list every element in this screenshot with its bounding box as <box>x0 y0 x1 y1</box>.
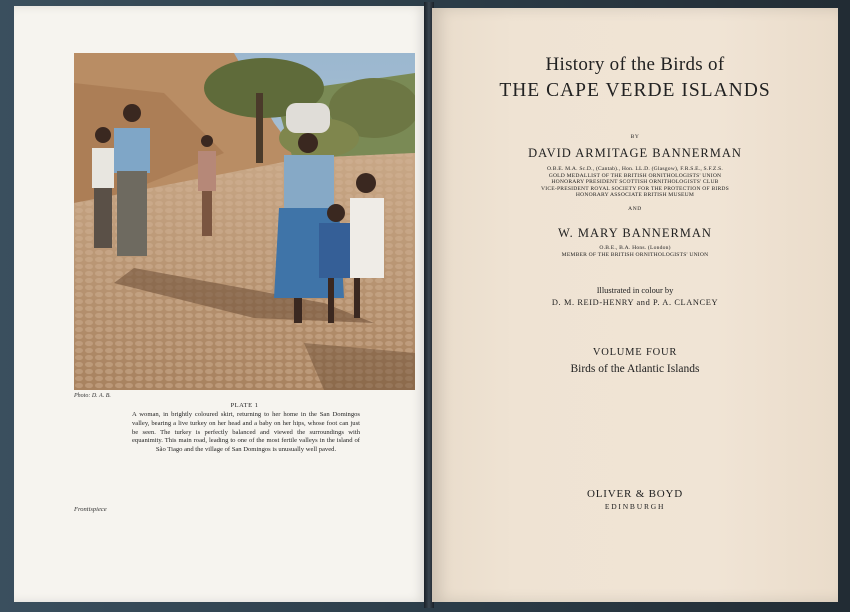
volume-subtitle: Birds of the Atlantic Islands <box>570 363 700 375</box>
by-label: BY <box>630 134 640 140</box>
author-2-qualifications <box>432 245 838 258</box>
and-label: AND <box>628 206 642 212</box>
photo-credit: Photo: D. A. B. <box>74 393 111 399</box>
qualification-line: MEMBER OF THE BRITISH ORNITHOLOGISTS' UNION <box>561 251 709 258</box>
qualification-line: HONORARY ASSOCIATE BRITISH MUSEUM <box>575 192 695 199</box>
qualification-line: HONORARY PRESIDENT SCOTTISH ORNITHOLOGISTS' CLUB <box>551 179 719 186</box>
title-line-1: History of the Birds of <box>545 54 725 75</box>
illustrated-by-line: Illustrated in colour by <box>596 286 674 295</box>
volume-number: VOLUME FOUR <box>592 347 678 358</box>
frontispiece-photo <box>74 53 415 390</box>
author-1-qualifications <box>432 166 838 199</box>
left-page <box>14 6 426 602</box>
qualification-line: VICE-PRESIDENT ROYAL SOCIETY FOR THE PROTECTION OF BIRDS <box>541 185 729 192</box>
publisher: OLIVER & BOYD <box>587 488 683 500</box>
title-line-2: THE CAPE VERDE ISLANDS <box>499 80 771 101</box>
title-page <box>432 8 838 602</box>
author-1: DAVID ARMITAGE BANNERMAN <box>528 146 742 160</box>
qualification-line: GOLD MEDALLIST OF THE BRITISH ORNITHOLOGISTS' UNION <box>548 172 722 179</box>
plate-label: PLATE 1 <box>230 402 259 409</box>
qualification-line: O.B.E., B.A. Hons. (London) <box>599 245 671 251</box>
author-2: W. MARY BANNERMAN <box>558 226 712 240</box>
publisher-city: EDINBURGH <box>604 502 666 511</box>
plate-caption: A woman, in brightly coloured skirt, returning to her home in the San Domingos valley, bearing a live turkey on her head and a baby on her hips, whose foot can just be seen. The turkey is perfectly balanced and viewed the surroundings with equanimity. This main road, leading to one of the most fertile valleys in the island of São Tiago and the village of San Domingos is unusually well paved. <box>132 411 360 454</box>
illustrators: D. M. REID-HENRY and P. A. CLANCEY <box>551 298 719 307</box>
frontispiece-label: Frontispiece <box>74 506 107 513</box>
qualification-line: O.B.E. M.A. Sc.D., (Cantab)., Hon. LL.D. (Glasgow), F.R.S.E., S.F.Z.S. <box>546 166 724 172</box>
